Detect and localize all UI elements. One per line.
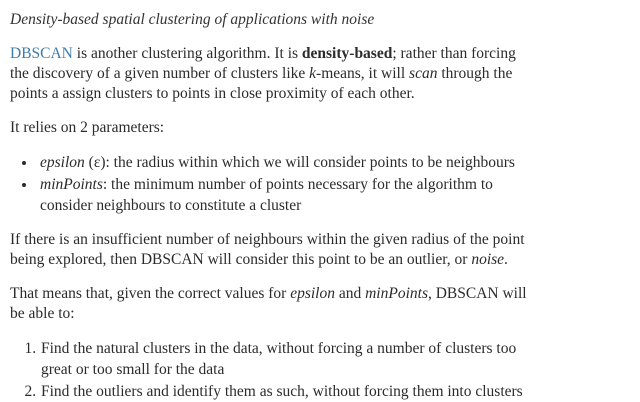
italic-epsilon-2: epsilon xyxy=(290,285,335,302)
figure-caption: Density-based spatial clustering of applications with noise xyxy=(10,11,375,28)
text-segment: ; rather than forcing the discovery of a given number of clusters like xyxy=(10,45,516,82)
text-segment: (ε): the radius within which we will consider points to be neighbours xyxy=(84,154,515,171)
italic-noise: noise xyxy=(471,251,505,268)
text-segment: is another clustering algorithm. It is xyxy=(72,45,302,62)
list-item-natural-clusters: 1. Find the natural clusters in the data, without forcing a number of clusters too great or too small for the data xyxy=(40,338,530,380)
italic-scan: scan xyxy=(409,65,438,82)
text-segment: If there is an insufficient number of neighbours within the given radius of the point being explored, then DBSCAN will consider this point to be an outlier, or xyxy=(10,231,525,268)
text-segment: through the points a assign clusters to points in close proximity of each other. xyxy=(10,65,513,102)
means-paragraph xyxy=(10,284,530,324)
parameters-list xyxy=(10,152,530,216)
bold-density-based: density-based xyxy=(301,45,393,62)
abilities-list xyxy=(10,338,530,402)
list-item-outliers: 2. Find the outliers and identify them as such, without forcing them into clusters xyxy=(40,381,530,402)
text-segment: That means that, given the correct values for xyxy=(10,285,291,302)
dbscan-link[interactable]: DBSCAN xyxy=(10,45,73,62)
intro-paragraph xyxy=(10,44,530,104)
list-item-epsilon xyxy=(37,152,530,173)
italic-minpoints: minPoints xyxy=(40,176,103,193)
list-item-minpoints xyxy=(37,174,530,216)
text-segment: . xyxy=(504,251,508,268)
text-segment: -means, it will xyxy=(316,65,410,82)
italic-epsilon: epsilon xyxy=(40,154,85,171)
parameters-lead: It relies on 2 parameters: xyxy=(10,119,165,136)
text-segment: , DBSCAN will be able to: xyxy=(10,285,527,322)
text-segment: and xyxy=(334,285,366,302)
text-segment: : the minimum number of points necessary for the algorithm to consider neighbours to constitute a cluster xyxy=(40,176,493,214)
italic-k: k xyxy=(309,65,317,82)
italic-minpoints-2: minPoints xyxy=(365,285,428,302)
noise-paragraph xyxy=(10,230,530,270)
